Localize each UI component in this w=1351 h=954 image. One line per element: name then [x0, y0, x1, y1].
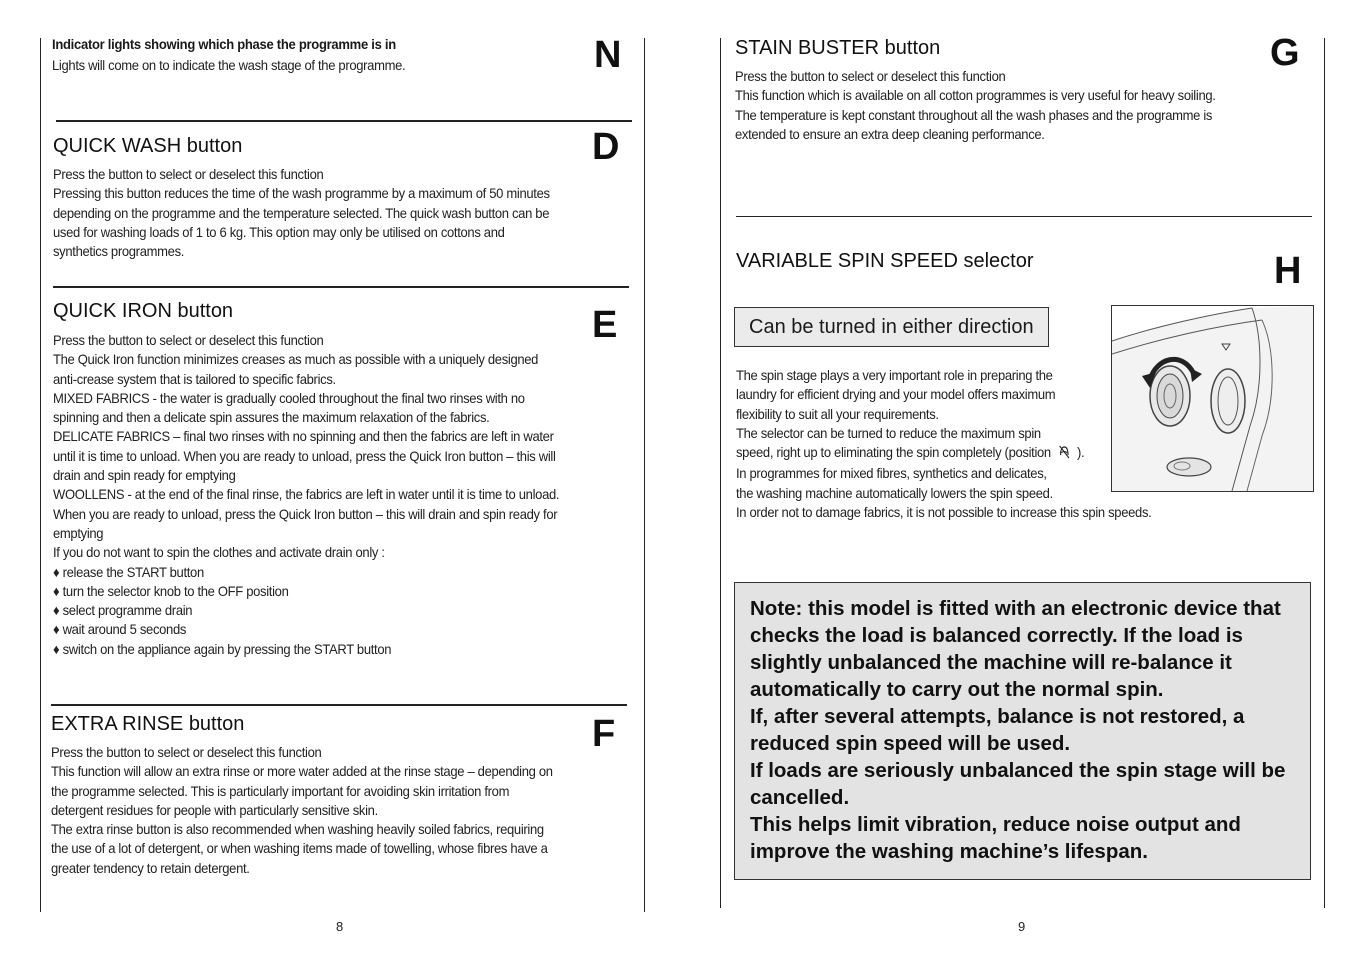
- section-n-title: Indicator lights showing which phase the programme is in: [52, 36, 396, 52]
- note-line: If loads are seriously unbalanced the spin stage will be: [750, 759, 1286, 782]
- note-line: If, after several attempts, balance is not restored, a: [750, 705, 1245, 728]
- section-letter-f: F: [592, 713, 616, 755]
- body-line: The selector can be turned to reduce the maximum spin: [736, 424, 1041, 441]
- body-line: drain and spin ready for emptying: [53, 467, 236, 484]
- bullet-item: ♦ wait around 5 seconds: [53, 621, 187, 638]
- position-suffix: ).: [1076, 444, 1085, 461]
- body-line: If you do not want to spin the clothes and activate drain only :: [53, 544, 385, 561]
- section-letter-g: G: [1270, 32, 1300, 74]
- divider: [53, 286, 629, 288]
- divider: [56, 120, 632, 122]
- section-letter-n: N: [594, 34, 622, 76]
- body-line: This function which is available on all cotton programmes is very useful for heavy soiling.: [735, 87, 1216, 104]
- section-e-title: QUICK IRON button: [53, 300, 234, 322]
- body-line: flexibility to suit all your requirements.: [736, 405, 939, 422]
- body-line: WOOLLENS - at the end of the final rinse, the fabrics are left in water until it is time to unload.: [53, 486, 560, 503]
- note-line: reduced spin speed will be used.: [750, 732, 1071, 755]
- body-line: detergent residues for people with particularly sensitive skin.: [51, 801, 378, 818]
- page-number-left: 8: [336, 919, 344, 934]
- bullet-item: ♦ turn the selector knob to the OFF position: [53, 582, 289, 599]
- section-h-title: VARIABLE SPIN SPEED selector: [736, 250, 1034, 272]
- section-letter-e: E: [592, 304, 618, 346]
- body-line: the programme selected. This is particularly important for avoiding skin irritation from: [51, 782, 510, 799]
- body-line: greater tendency to retain detergent.: [51, 859, 250, 876]
- note-line: Note: this model is fitted with an electronic device that: [750, 597, 1281, 620]
- body-line: extended to ensure an extra deep cleaning performance.: [735, 125, 1045, 142]
- section-f-body: [51, 743, 553, 878]
- body-line: The Quick Iron function minimizes creases as much as possible with a uniquely designed: [53, 351, 539, 368]
- section-n-line: Lights will come on to indicate the wash stage of the programme.: [52, 57, 406, 73]
- body-line: Press the button to select or deselect this function: [53, 332, 324, 348]
- body-line: [736, 443, 1151, 464]
- page-number-right: 9: [1018, 919, 1026, 934]
- body-line: Press the button to select or deselect this function: [53, 166, 324, 182]
- body-line: synthetics programmes.: [53, 243, 185, 260]
- section-g-title: STAIN BUSTER button: [735, 37, 941, 59]
- bullet-item: ♦ switch on the appliance again by pressing the START button: [53, 640, 392, 657]
- note-line: This helps limit vibration, reduce noise output and: [750, 813, 1241, 836]
- section-e-body: [53, 331, 559, 659]
- body-line: the use of a lot of detergent, or when washing items made of towelling, whose fibres have a: [51, 840, 548, 857]
- body-line: Press the button to select or deselect this function: [735, 68, 1006, 84]
- note-line: improve the washing machine’s lifespan.: [750, 840, 1148, 863]
- note-line: checks the load is balanced correctly. If the load is: [750, 624, 1243, 647]
- section-letter-h: H: [1274, 250, 1302, 292]
- body-line: The extra rinse button is also recommended when washing heavily soiled fabrics, requiring: [51, 821, 544, 838]
- body-line: anti-crease system that is tailored to specific fabrics.: [53, 370, 336, 387]
- body-line: DELICATE FABRICS – final two rinses with no spinning and then the fabrics are left in water: [53, 428, 554, 445]
- body-line: In programmes for mixed fibres, synthetics and delicates,: [736, 465, 1047, 482]
- body-line: the washing machine automatically lowers the spin speed.: [736, 484, 1053, 501]
- body-line: depending on the programme and the temperature selected. The quick wash button can be: [53, 204, 550, 221]
- section-n-body: [52, 56, 405, 75]
- section-g-body: [735, 67, 1216, 144]
- note-line: cancelled.: [750, 786, 850, 809]
- section-f-title: EXTRA RINSE button: [51, 713, 245, 735]
- body-line: Pressing this button reduces the time of the wash programme by a maximum of 50 minutes: [53, 185, 550, 202]
- divider: [51, 704, 627, 706]
- body-line: spinning and then a delicate spin assures the maximum relaxation of the fabrics.: [53, 409, 490, 426]
- body-line-text: speed, right up to eliminating the spin completely (position: [736, 444, 1051, 461]
- body-line: until it is time to unload. When you are ready to unload, press the Quick Iron button – this will: [53, 447, 556, 464]
- body-line: In order not to damage fabrics, it is not possible to increase this spin speeds.: [736, 504, 1152, 521]
- left-page-left-border: [40, 38, 41, 912]
- body-line: Press the button to select or deselect this function: [51, 744, 322, 760]
- bullet-item: ♦ select programme drain: [53, 602, 193, 619]
- body-line: When you are ready to unload, press the Quick Iron button – this will drain and spin ready for: [53, 505, 558, 522]
- body-line: The temperature is kept constant throughout all the wash phases and the programme is: [735, 106, 1213, 123]
- section-letter-d: D: [592, 126, 620, 168]
- note-line: slightly unbalanced the machine will re-balance it: [750, 651, 1232, 674]
- no-spin-icon: [1059, 445, 1070, 464]
- note-line: automatically to carry out the normal spin.: [750, 678, 1164, 701]
- section-h-body: [736, 366, 1151, 522]
- body-line: The spin stage plays a very important role in preparing the: [736, 367, 1053, 383]
- right-page-left-border: [720, 38, 721, 908]
- balance-note-box: [734, 582, 1311, 880]
- left-page-right-border: [644, 38, 645, 912]
- right-page-right-border: [1324, 38, 1325, 908]
- body-line: laundry for efficient drying and your model offers maximum: [736, 386, 1056, 403]
- body-line: emptying: [53, 524, 104, 541]
- direction-callout: Can be turned in either direction: [734, 307, 1049, 347]
- bullet-item: ♦ release the START button: [53, 563, 204, 580]
- section-d-title: QUICK WASH button: [53, 135, 243, 157]
- body-line: This function will allow an extra rinse or more water added at the rinse stage – depending on: [51, 763, 553, 780]
- divider: [736, 216, 1312, 217]
- body-line: used for washing loads of 1 to 6 kg. This option may only be utilised on cottons and: [53, 223, 505, 240]
- section-d-body: [53, 165, 550, 261]
- body-line: MIXED FABRICS - the water is gradually cooled throughout the final two rinses with no: [53, 389, 525, 406]
